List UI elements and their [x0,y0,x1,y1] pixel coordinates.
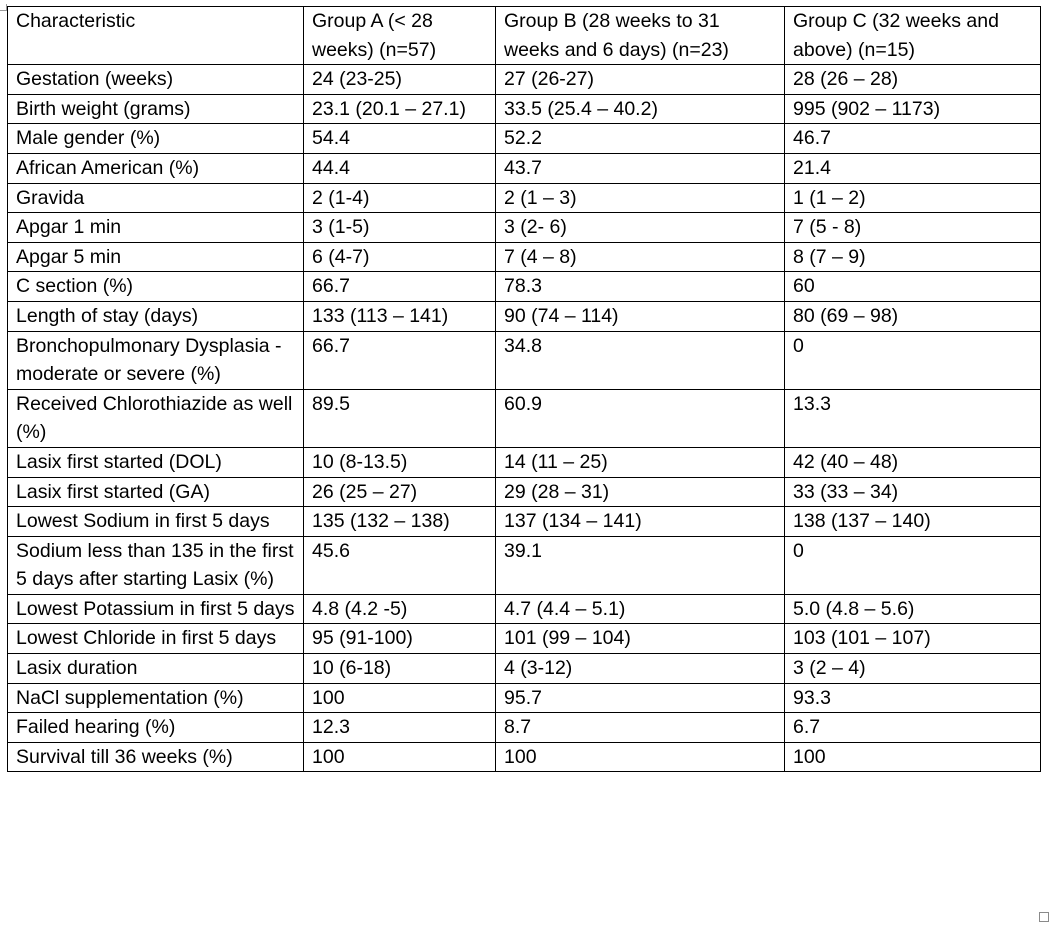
table-cell: 10 (8-13.5) [304,447,496,477]
table-cell: 39.1 [496,536,785,594]
table-cell: 100 [785,742,1041,772]
table-row [8,153,1041,183]
table-cell: 52.2 [496,124,785,154]
table-cell: 2 (1-4) [304,183,496,213]
row-label-cell: Bronchopulmonary Dysplasia - moderate or severe (%) [8,331,304,389]
table-cell: 135 (132 – 138) [304,507,496,537]
table-cell: 66.7 [304,272,496,302]
row-label-cell: Received Chlorothiazide as well (%) [8,389,304,447]
table-move-corner-marker [0,4,7,11]
table-cell: 5.0 (4.8 – 5.6) [785,594,1041,624]
table-cell: 0 [785,331,1041,389]
row-label-cell: C section (%) [8,272,304,302]
table-cell: 21.4 [785,153,1041,183]
header-cell: Characteristic [8,7,304,65]
table-row [8,213,1041,243]
table-cell: 4.8 (4.2 -5) [304,594,496,624]
table-cell: 27 (26-27) [496,65,785,95]
table-cell: 26 (25 – 27) [304,477,496,507]
row-label-cell: Apgar 5 min [8,242,304,272]
table-cell: 90 (74 – 114) [496,301,785,331]
table-cell: 95.7 [496,683,785,713]
table-cell: 101 (99 – 104) [496,624,785,654]
table-cell: 2 (1 – 3) [496,183,785,213]
table-cell: 7 (4 – 8) [496,242,785,272]
table-row [8,242,1041,272]
table-cell: 133 (113 – 141) [304,301,496,331]
table-cell: 995 (902 – 1173) [785,94,1041,124]
row-label-cell: Lasix duration [8,654,304,684]
table-cell: 6 (4-7) [304,242,496,272]
table-cell: 89.5 [304,389,496,447]
row-label-cell: Apgar 1 min [8,213,304,243]
table-cell: 8.7 [496,713,785,743]
header-cell: Group A (< 28 weeks) (n=57) [304,7,496,65]
row-label-cell: Lowest Sodium in first 5 days [8,507,304,537]
table-cell: 12.3 [304,713,496,743]
table-cell: 43.7 [496,153,785,183]
table-row [8,183,1041,213]
table-cell: 33.5 (25.4 – 40.2) [496,94,785,124]
table-cell: 80 (69 – 98) [785,301,1041,331]
table-cell: 1 (1 – 2) [785,183,1041,213]
table-row [8,331,1041,389]
table-cell: 0 [785,536,1041,594]
table-row [8,594,1041,624]
table-cell: 46.7 [785,124,1041,154]
table-row [8,683,1041,713]
table-cell: 6.7 [785,713,1041,743]
table-cell: 24 (23-25) [304,65,496,95]
header-cell: Group B (28 weeks to 31 weeks and 6 days) (n=23) [496,7,785,65]
table-cell: 137 (134 – 141) [496,507,785,537]
table-row [8,536,1041,594]
table-row [8,94,1041,124]
row-label-cell: Birth weight (grams) [8,94,304,124]
table-cell: 60 [785,272,1041,302]
table-cell: 3 (1-5) [304,213,496,243]
table-row [8,301,1041,331]
table-cell: 33 (33 – 34) [785,477,1041,507]
row-label-cell: Gravida [8,183,304,213]
row-label-cell: Lowest Chloride in first 5 days [8,624,304,654]
row-label-cell: Survival till 36 weeks (%) [8,742,304,772]
characteristics-table [7,6,1041,772]
table-cell: 42 (40 – 48) [785,447,1041,477]
table-row [8,389,1041,447]
table-cell: 103 (101 – 107) [785,624,1041,654]
table-row [8,272,1041,302]
table-row [8,654,1041,684]
table-cell: 138 (137 – 140) [785,507,1041,537]
table-cell: 4 (3-12) [496,654,785,684]
table-cell: 78.3 [496,272,785,302]
header-cell: Group C (32 weeks and above) (n=15) [785,7,1041,65]
table-cell: 100 [304,683,496,713]
table-cell: 45.6 [304,536,496,594]
row-label-cell: Sodium less than 135 in the first 5 days after starting Lasix (%) [8,536,304,594]
table-cell: 28 (26 – 28) [785,65,1041,95]
table-cell: 3 (2- 6) [496,213,785,243]
table-row [8,477,1041,507]
table-cell: 93.3 [785,683,1041,713]
table-cell: 34.8 [496,331,785,389]
table-cell: 3 (2 – 4) [785,654,1041,684]
row-label-cell: Lasix first started (GA) [8,477,304,507]
table-cell: 100 [304,742,496,772]
table-resize-handle[interactable] [1039,912,1049,922]
row-label-cell: Length of stay (days) [8,301,304,331]
row-label-cell: NaCl supplementation (%) [8,683,304,713]
table-row [8,447,1041,477]
table-cell: 54.4 [304,124,496,154]
table-row [8,507,1041,537]
table-cell: 23.1 (20.1 – 27.1) [304,94,496,124]
row-label-cell: Male gender (%) [8,124,304,154]
table-row [8,65,1041,95]
table-cell: 95 (91-100) [304,624,496,654]
row-label-cell: Lasix first started (DOL) [8,447,304,477]
table-row [8,624,1041,654]
table-row [8,124,1041,154]
table-cell: 14 (11 – 25) [496,447,785,477]
table-cell: 60.9 [496,389,785,447]
row-label-cell: Lowest Potassium in first 5 days [8,594,304,624]
table-cell: 10 (6-18) [304,654,496,684]
table-cell: 66.7 [304,331,496,389]
table-cell: 13.3 [785,389,1041,447]
table-cell: 8 (7 – 9) [785,242,1041,272]
table-row [8,713,1041,743]
table-cell: 100 [496,742,785,772]
row-label-cell: Gestation (weeks) [8,65,304,95]
table-header-row [8,7,1041,65]
table-cell: 44.4 [304,153,496,183]
table-cell: 7 (5 - 8) [785,213,1041,243]
table-cell: 29 (28 – 31) [496,477,785,507]
table-row [8,742,1041,772]
table-cell: 4.7 (4.4 – 5.1) [496,594,785,624]
row-label-cell: African American (%) [8,153,304,183]
row-label-cell: Failed hearing (%) [8,713,304,743]
